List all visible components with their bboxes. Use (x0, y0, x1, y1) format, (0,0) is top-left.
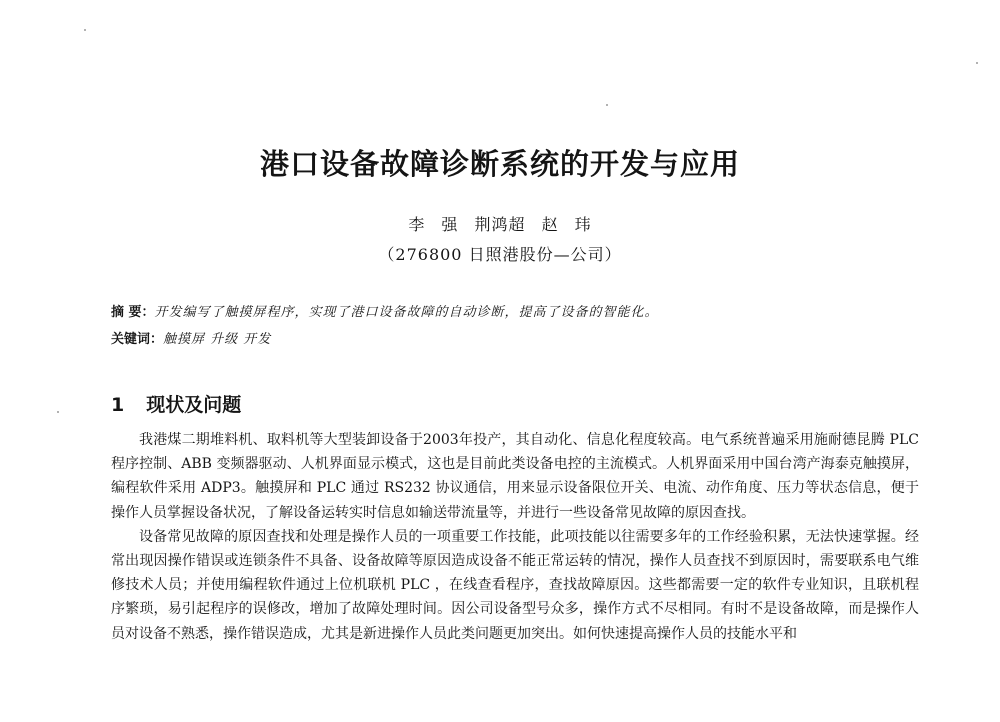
abstract (111, 301, 659, 320)
body-paragraph: 设备常见故障的原因查找和处理是操作人员的一项重要工作技能，此项技能以往需要多年的工作经验积累，无法快速掌握。经常出现因操作错误或连锁条件不具备、设备故障等原因造成设备不能正常运转的情况，操作人员查找不到原因时，需要联系电气维修技术人员；并使用编程软件通过上位机联机 PLC ，在线查看程序，查找故障原因。这些都需要一定的软件专业知识，且联机程序繁琐，易引起程序的误修改，增加了故障处理时间。因公司设备型号众多，操作方式不尽相同。有时不是设备故障，而是操作人员对设备不熟悉，操作错误造成，尤其是新进操作人员此类问题更加突出。如何快速提高操作人员的技能水平和 (111, 528, 919, 642)
scan-speck (57, 411, 59, 413)
keywords (111, 328, 271, 347)
keywords-label: 关键词： (111, 332, 164, 347)
author-affiliation: （276800 日照港股份—公司） (378, 245, 622, 264)
section-title: 现状及问题 (146, 394, 242, 416)
abstract-label: 摘 要： (111, 305, 155, 320)
scan-speck (84, 29, 86, 31)
scan-speck (976, 62, 978, 64)
keywords-text: 触摸屏 升级 开发 (163, 332, 272, 347)
author-list: 李 强 荆鸿超 赵 玮 (408, 215, 592, 234)
body-paragraph: 我港煤二期堆料机、取料机等大型装卸设备于2003年投产，其自动化、信息化程度较高。电气系统普遍采用施耐德昆腾 PLC 程序控制、ABB 变频器驱动、人机界面显示模式，这也是目前此类设备电控的主流模式。人机界面采用中国台湾产海泰克触摸屏，编程软件采用 ADP3。触摸屏和 PLC 通过 RS232 协议通信，用来显示设备限位开关、电流、动作角度、压力等状态信息，便于操作人员掌握设备状况，了解设备运转实时信息如输送带流量等，并进行一些设备常见故障的原因查找。 (111, 432, 919, 521)
section-number: 1 (111, 394, 125, 416)
scan-speck (606, 104, 608, 106)
paper-title: 港口设备故障诊断系统的开发与应用 (259, 147, 740, 181)
abstract-text: 开发编写了触摸屏程序，实现了港口设备故障的自动诊断，提高了设备的智能化。 (154, 305, 659, 320)
section-heading (111, 390, 241, 417)
section-body (111, 428, 919, 646)
